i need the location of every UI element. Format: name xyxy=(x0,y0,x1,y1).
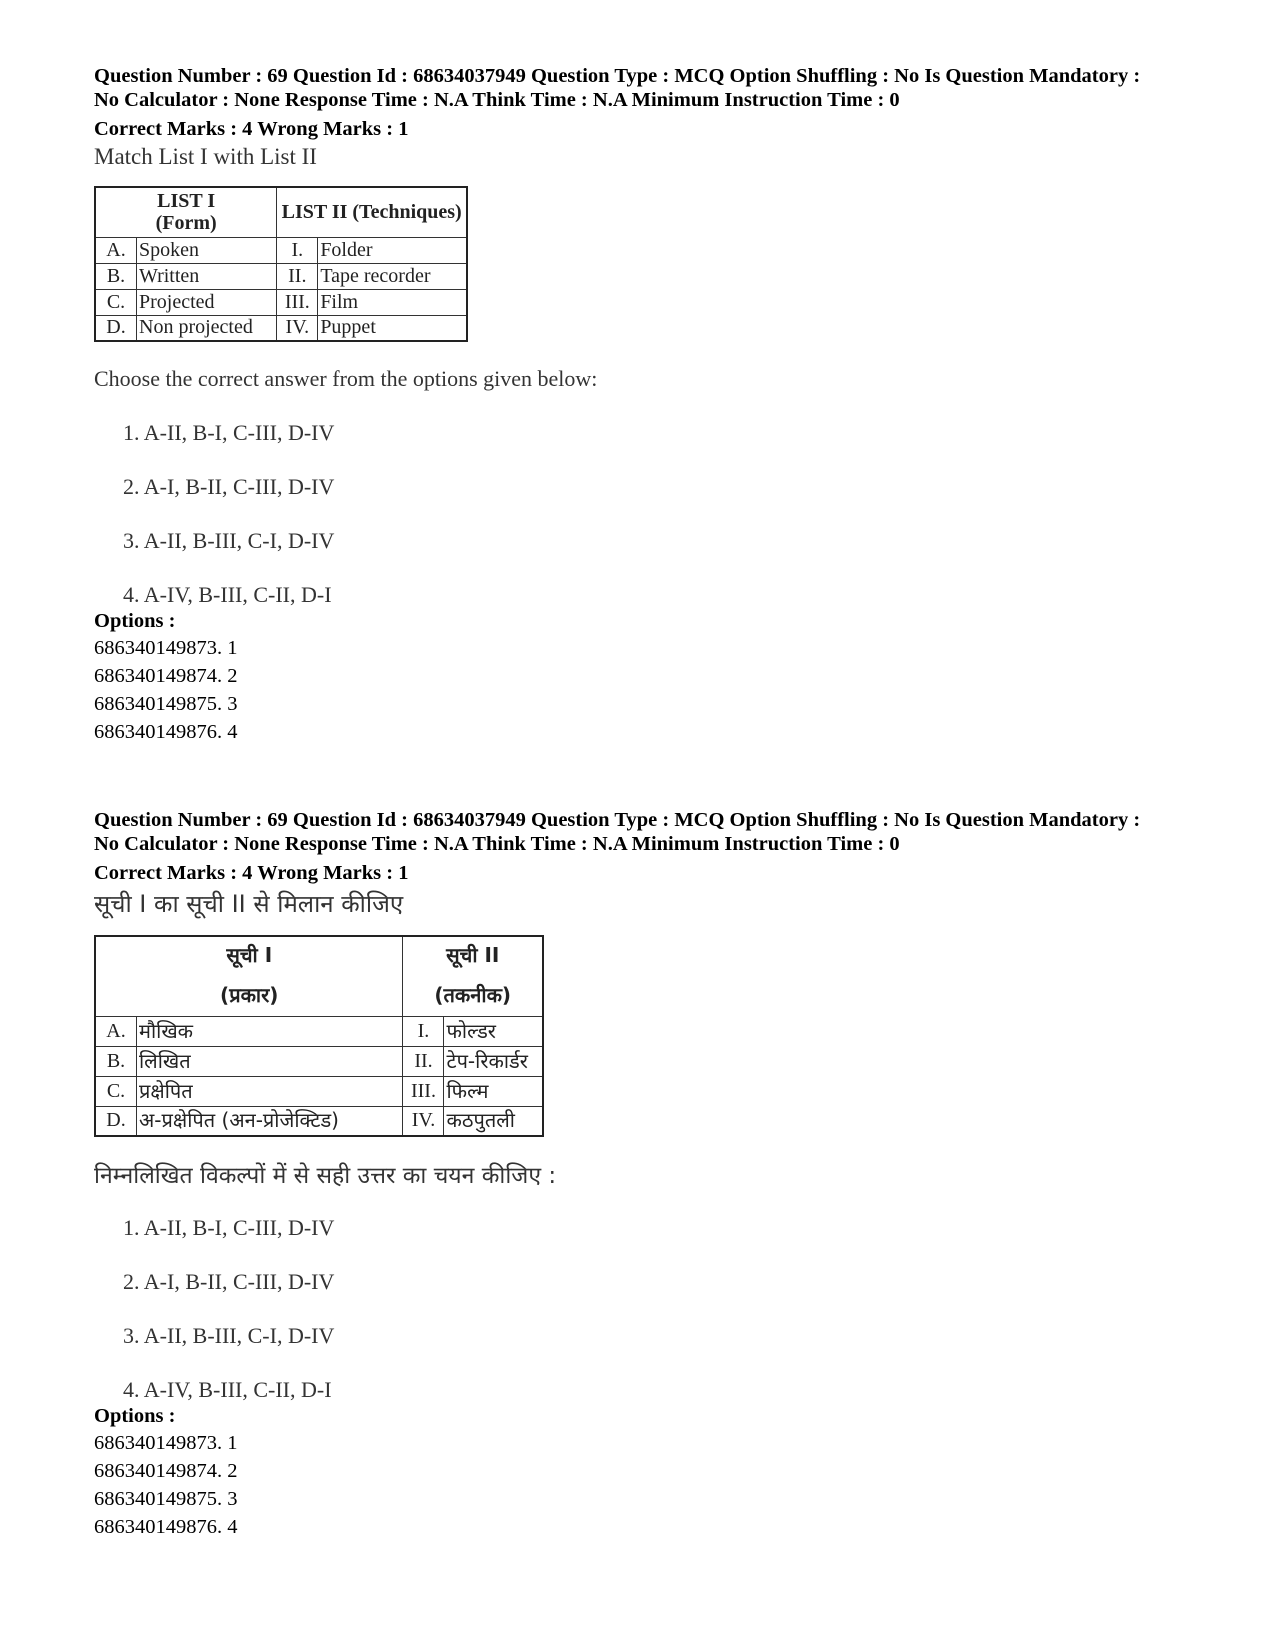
list1-item: लिखित xyxy=(137,1046,403,1076)
row-label: C. xyxy=(95,289,137,315)
choose-instruction: निम्नलिखित विकल्पों में से सही उत्तर का चयन कीजिए : xyxy=(94,1163,557,1189)
list1-item: मौखिक xyxy=(137,1016,403,1046)
answer-choice: 3. A-II, B-III, C-I, D-IV xyxy=(123,1323,335,1348)
list2-header xyxy=(403,936,543,1016)
option-id: 686340149873. 1 xyxy=(94,637,238,659)
option-id: 686340149873. 1 xyxy=(94,1432,238,1454)
row-label: D. xyxy=(95,1106,137,1136)
list1-item: प्रक्षेपित xyxy=(137,1076,403,1106)
options-label: Options : xyxy=(94,1405,176,1427)
answer-choice: 3. A-II, B-III, C-I, D-IV xyxy=(123,528,335,553)
option-id: 686340149875. 3 xyxy=(94,1488,238,1510)
question-block-english xyxy=(94,64,1214,746)
options-label: Options : xyxy=(94,610,176,632)
list1-item: Written xyxy=(137,263,277,289)
row-label: B. xyxy=(95,1046,137,1076)
option-id: 686340149876. 4 xyxy=(94,1516,238,1538)
row-label: C. xyxy=(95,1076,137,1106)
row-label: D. xyxy=(95,315,137,341)
row-label: I. xyxy=(403,1016,444,1046)
row-label: III. xyxy=(403,1076,444,1106)
row-label: B. xyxy=(95,263,137,289)
list2-item: Puppet xyxy=(318,315,467,341)
answer-choice: 2. A-I, B-II, C-III, D-IV xyxy=(123,474,335,499)
row-label: II. xyxy=(277,263,318,289)
list1-item: Non projected xyxy=(137,315,277,341)
row-label: A. xyxy=(95,237,137,263)
question-header-line1: Question Number : 69 Question Id : 68634037949 Question Type : MCQ Option Shuffling : No Is Question Mandatory : xyxy=(94,809,1141,831)
list1-item: Spoken xyxy=(137,237,277,263)
question-instruction: सूची I का सूची II से मिलान कीजिए xyxy=(94,890,404,918)
list1-item: Projected xyxy=(137,289,277,315)
answer-choice: 4. A-IV, B-III, C-II, D-I xyxy=(123,1377,332,1402)
list2-item: फोल्डर xyxy=(444,1016,543,1046)
row-label: IV. xyxy=(277,315,318,341)
list1-item: अ-प्रक्षेपित (अन-प्रोजेक्टिड) xyxy=(137,1106,403,1136)
question-header-line2: No Calculator : None Response Time : N.A Think Time : N.A Minimum Instruction Time : 0 xyxy=(94,833,900,855)
question-header-line2: No Calculator : None Response Time : N.A Think Time : N.A Minimum Instruction Time : 0 xyxy=(94,89,900,111)
choose-instruction: Choose the correct answer from the options given below: xyxy=(94,366,598,391)
list2-item: टेप-रिकार्डर xyxy=(444,1046,543,1076)
question-instruction: Match List I with List II xyxy=(94,144,317,169)
list1-subtitle: (प्रकार) xyxy=(220,983,279,1008)
list1-header xyxy=(95,936,403,1016)
list2-item: Film xyxy=(318,289,467,315)
list2-item: Folder xyxy=(318,237,467,263)
row-label: III. xyxy=(277,289,318,315)
row-label: II. xyxy=(403,1046,444,1076)
answer-choice: 4. A-IV, B-III, C-II, D-I xyxy=(123,582,332,607)
list1-title: सूची I xyxy=(226,943,273,968)
marks-line: Correct Marks : 4 Wrong Marks : 1 xyxy=(94,862,409,884)
answer-choice: 1. A-II, B-I, C-III, D-IV xyxy=(123,420,335,445)
answer-choice: 2. A-I, B-II, C-III, D-IV xyxy=(123,1269,335,1294)
option-id: 686340149874. 2 xyxy=(94,1460,238,1482)
match-table xyxy=(94,186,468,342)
list2-header: LIST II (Techniques) xyxy=(277,187,467,237)
answer-choice: 1. A-II, B-I, C-III, D-IV xyxy=(123,1215,335,1240)
row-label: A. xyxy=(95,1016,137,1046)
match-table xyxy=(94,935,544,1137)
list1-header: LIST I (Form) xyxy=(95,187,277,237)
marks-line: Correct Marks : 4 Wrong Marks : 1 xyxy=(94,118,409,140)
row-label: I. xyxy=(277,237,318,263)
row-label: IV. xyxy=(403,1106,444,1136)
list2-subtitle: (तकनीक) xyxy=(434,983,512,1008)
option-id: 686340149874. 2 xyxy=(94,665,238,687)
list2-title: सूची II xyxy=(446,943,500,968)
list2-item: Tape recorder xyxy=(318,263,467,289)
option-id: 686340149875. 3 xyxy=(94,693,238,715)
list2-item: फिल्म xyxy=(444,1076,543,1106)
question-block-hindi xyxy=(94,808,1214,1541)
question-header-line1: Question Number : 69 Question Id : 68634037949 Question Type : MCQ Option Shuffling : No Is Question Mandatory : xyxy=(94,65,1141,87)
list2-item: कठपुतली xyxy=(444,1106,543,1136)
option-id: 686340149876. 4 xyxy=(94,721,238,743)
